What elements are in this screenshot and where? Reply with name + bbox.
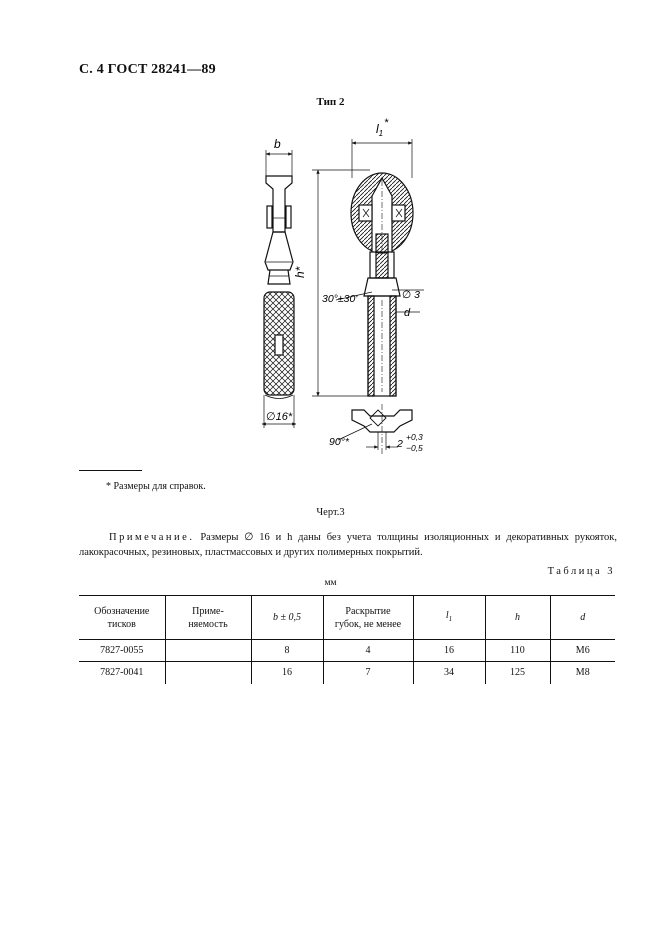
cell-h: 125 (485, 662, 550, 684)
note-paragraph (79, 530, 617, 560)
header-b: b ± 0,5 (251, 596, 323, 640)
table-row (79, 662, 615, 684)
label-l1: $l_1$ (376, 122, 384, 138)
footnote-rule (79, 470, 142, 471)
table-units: мм (324, 578, 337, 588)
cell-b: 8 (251, 640, 323, 662)
header-applicability: Приме- няемость (165, 596, 251, 640)
header-designation: Обозначение тисков (94, 605, 150, 630)
label-d: d (404, 307, 411, 319)
spec-table (79, 595, 615, 684)
label-l1-star: * (384, 117, 389, 129)
label-angle30: 30°±30' (322, 293, 358, 305)
table-row (79, 640, 615, 662)
footnote: * Размеры для справок. (106, 481, 206, 492)
cell-applicability (165, 662, 251, 684)
cell-h: 110 (485, 640, 550, 662)
cell-applicability (165, 640, 251, 662)
label-tol-upper: +0,3 (406, 432, 423, 442)
cell-opening: 4 (323, 640, 413, 662)
table-header-row (79, 596, 615, 640)
cell-b: 16 (251, 662, 323, 684)
label-tol-lower: −0,5 (406, 443, 423, 453)
note-text: Размеры ∅ 16 и h даны без учета толщины изоляционных и декоративных рукояток, лакокрасочных, резиновых, пластмассовых и других полимерных покрытий. (79, 532, 617, 558)
header-h: h (485, 596, 550, 640)
label-b: b (274, 137, 281, 151)
figure-type-title: Тип 2 (316, 96, 345, 108)
side-view (262, 150, 296, 428)
cell-l1: 34 (413, 662, 485, 684)
cell-designation: 7827-0041 (100, 667, 144, 679)
label-dia3: ∅ 3 (402, 289, 420, 301)
cell-d: М8 (550, 662, 615, 684)
header-opening: Раскрытие губок, не менее (323, 596, 413, 640)
cell-designation: 7827-0055 (100, 645, 144, 656)
label-dia16: ∅16* (266, 411, 293, 423)
label-h: h* (293, 266, 307, 278)
header-l1: $l_1$ (413, 596, 485, 640)
header-d: d (550, 596, 615, 640)
cell-d: М6 (550, 640, 615, 662)
label-dim2: 2 (397, 438, 403, 450)
table-label: Таблица 3 (547, 566, 615, 577)
cell-l1: 16 (413, 640, 485, 662)
figure-caption: Черт.3 (316, 507, 345, 518)
note-lead: Примечание. (109, 532, 195, 543)
label-angle90: 90°* (329, 436, 349, 448)
page-header: С. 4 ГОСТ 28241—89 (79, 62, 216, 77)
cell-opening: 7 (323, 662, 413, 684)
